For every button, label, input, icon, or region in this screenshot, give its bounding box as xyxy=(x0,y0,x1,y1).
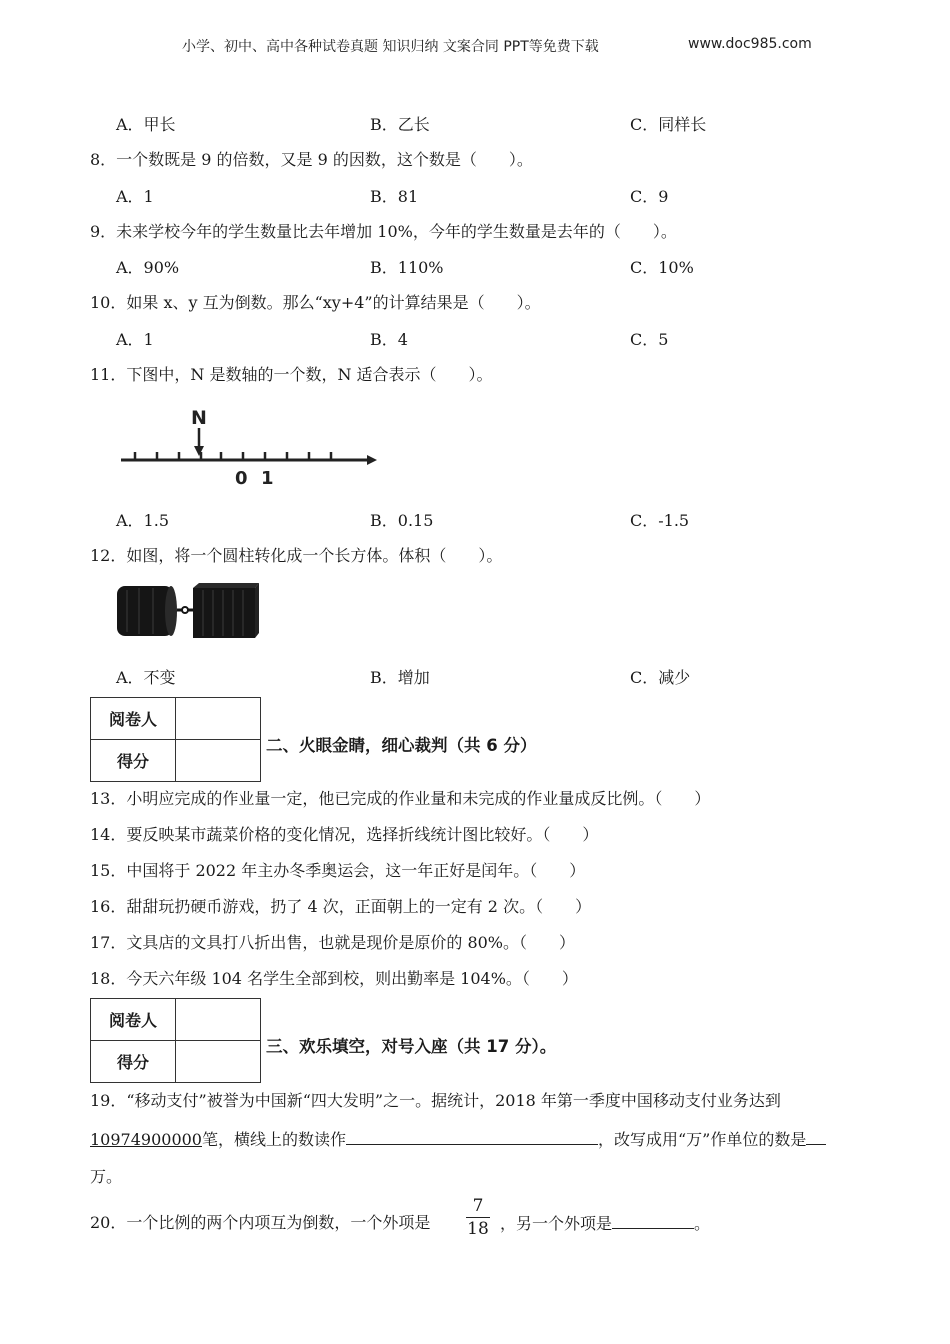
q20-text-end: 。 xyxy=(694,1214,711,1233)
q12-option-a: A．不变 xyxy=(116,668,176,687)
q7-option-b: B．乙长 xyxy=(370,115,430,134)
q10-option-a: A．1 xyxy=(116,330,154,349)
label-zero: 0 xyxy=(235,468,248,488)
question-18: 18．今天六年级 104 名学生全部到校，则出勤率是 104%。（ ） xyxy=(90,969,578,988)
q9-option-a: A．90% xyxy=(116,258,180,277)
q20-answer-blank[interactable] xyxy=(612,1210,694,1229)
reviewer-label: 阅卷人 xyxy=(91,999,176,1041)
section-3-title: 三、欢乐填空，对号入座（共 17 分）。 xyxy=(266,1037,557,1056)
q8-option-a: A．1 xyxy=(116,187,154,206)
label-one: 1 xyxy=(261,468,274,488)
question-11: 11．下图中，N 是数轴的一个数，N 适合表示（ ）。 xyxy=(90,365,493,384)
score-label: 得分 xyxy=(91,1041,176,1083)
reviewer-label: 阅卷人 xyxy=(91,698,176,740)
q12-option-c: C．减少 xyxy=(630,668,691,687)
section-2-title: 二、火眼金睛，细心裁判（共 6 分） xyxy=(266,736,537,755)
q11-option-b: B．0.15 xyxy=(370,511,434,530)
q9-option-c: C．10% xyxy=(630,258,694,277)
question-19-line-3: 万。 xyxy=(90,1167,123,1186)
question-19-line-2 xyxy=(90,1126,826,1150)
q10-option-b: B．4 xyxy=(370,330,408,349)
fraction-bar xyxy=(466,1217,490,1218)
question-13: 13．小明应完成的作业量一定，他已完成的作业量和未完成的作业量成反比例。（ ） xyxy=(90,789,711,808)
header-left-text: 小学、初中、高中各种试卷真题 知识归纳 文案合同 PPT等免费下载 xyxy=(182,39,599,55)
question-17: 17．文具店的文具打八折出售，也就是现价是原价的 80%。（ ） xyxy=(90,933,576,952)
q9-option-b: B．110% xyxy=(370,258,444,277)
question-9: 9．未来学校今年的学生数量比去年增加 10%，今年的学生数量是去年的（ ）。 xyxy=(90,222,677,241)
number-line-arrowhead xyxy=(367,455,377,465)
score-field xyxy=(176,740,261,782)
reviewer-field xyxy=(176,999,261,1041)
q11-option-c: C．-1.5 xyxy=(630,511,690,530)
n-marker-arrow-head xyxy=(194,446,204,456)
q12-option-b: B．增加 xyxy=(370,668,430,687)
q10-option-c: C．5 xyxy=(630,330,669,349)
q20-text-after: ，另一个外项是 xyxy=(500,1214,613,1233)
cuboid-shape xyxy=(193,583,259,638)
fraction-denominator: 18 xyxy=(467,1219,489,1239)
question-12: 12．如图，将一个圆柱转化成一个长方体。体积（ ）。 xyxy=(90,546,503,565)
q7-option-a: A．甲长 xyxy=(116,115,176,134)
cylinder-to-cuboid-figure xyxy=(113,580,263,642)
n-marker-label: N xyxy=(191,407,207,429)
q8-option-b: B．81 xyxy=(370,187,419,206)
header-url: www.doc985.com xyxy=(688,36,812,52)
question-19-line-1: 19．“移动支付”被誉为中国新“四大发明”之一。据统计，2018 年第一季度中国移动支付业务达到 xyxy=(90,1091,781,1110)
question-20-tail xyxy=(500,1210,710,1234)
grader-box-section-2 xyxy=(90,697,261,782)
q19-wan-blank[interactable] xyxy=(806,1126,826,1145)
transform-arrow xyxy=(177,607,193,613)
q7-option-c: C．同样长 xyxy=(630,115,707,134)
grader-box-section-3 xyxy=(90,998,261,1083)
number-line-figure xyxy=(115,402,380,488)
q20-fraction xyxy=(466,1196,490,1239)
q19-text-2: ，改写成用“万”作单位的数是 xyxy=(598,1130,807,1149)
question-8: 8．一个数既是 9 的倍数，又是 9 的因数，这个数是（ ）。 xyxy=(90,150,533,169)
question-20-text: 20．一个比例的两个内项互为倒数，一个外项是 xyxy=(90,1213,431,1232)
q19-text-1: 笔，横线上的数读作 xyxy=(201,1130,346,1149)
question-10: 10．如果 x、y 互为倒数。那么“xy+4”的计算结果是（ ）。 xyxy=(90,293,541,312)
question-16: 16．甜甜玩扔硬币游戏，扔了 4 次，正面朝上的一定有 2 次。（ ） xyxy=(90,897,592,916)
score-label: 得分 xyxy=(91,740,176,782)
reviewer-field xyxy=(176,698,261,740)
fraction-numerator: 7 xyxy=(472,1196,484,1216)
question-15: 15．中国将于 2022 年主办冬季奥运会，这一年正好是闰年。（ ） xyxy=(90,861,586,880)
cylinder-shape xyxy=(117,586,177,636)
q11-option-a: A．1.5 xyxy=(116,511,170,530)
q19-reading-blank[interactable] xyxy=(346,1126,598,1145)
question-14: 14．要反映某市蔬菜价格的变化情况，选择折线统计图比较好。（ ） xyxy=(90,825,599,844)
q19-number: 10974900000 xyxy=(90,1130,202,1149)
score-field xyxy=(176,1041,261,1083)
q8-option-c: C．9 xyxy=(630,187,669,206)
